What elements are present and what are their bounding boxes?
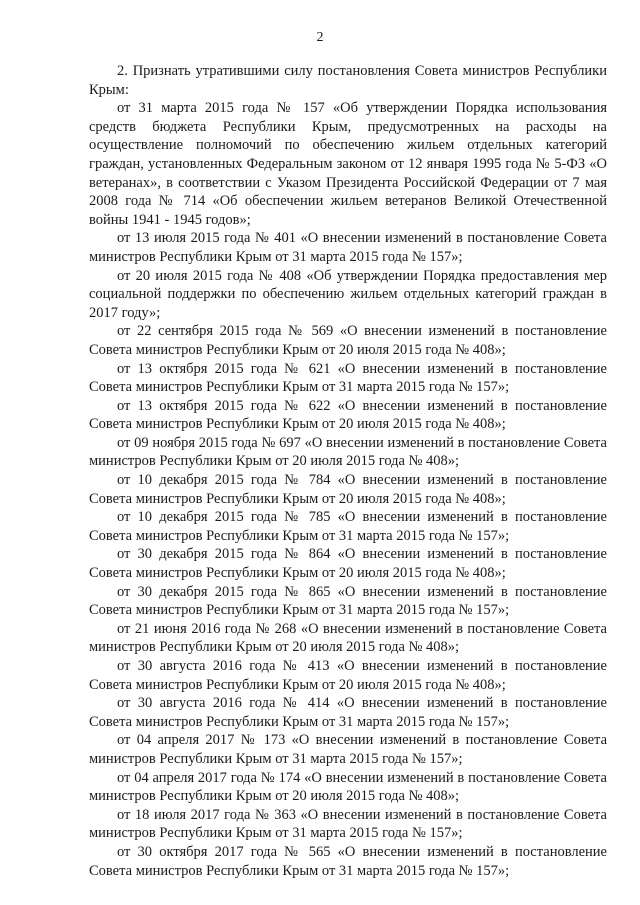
paragraph-resolution-363: от 18 июля 2017 года № 363 «О внесении изменений в постановление Совета министров Республики Крым от 31 марта 2015 года № 157»; [89,806,607,842]
paragraph-resolution-785: от 10 декабря 2015 года № 785 «О внесении изменений в постановление Совета министров Республики Крым от 31 марта 2015 года № 157»; [89,509,607,544]
paragraph-resolution-621: от 13 октября 2015 года № 621 «О внесении изменений в постановление Совета министров Республики Крым от 31 марта 2015 года № 157»; [89,360,607,396]
paragraph-resolution-784: от 10 декабря 2015 года № 784 «О внесении изменений в постановление Совета министров Республики Крым от 20 июля 2015 года № 408»; [89,472,607,507]
paragraph-clause-2: 2. Признать утратившими силу постановления Совета министров Республики Крым: [89,63,607,98]
paragraph-resolution-401: от 13 июля 2015 года № 401 «О внесении изменений в постановление Совета министров Республики Крым от 31 марта 2015 года № 157»; [89,230,607,265]
paragraph-resolution-622: от 13 октября 2015 года № 622 «О внесении изменений в постановление Совета министров Республики Крым от 20 июля 2015 года № 408»; [89,397,607,433]
paragraph-resolution-173: от 04 апреля 2017 № 173 «О внесении изменений в постановление Совета министров Республики Крым от 31 марта 2015 года № 157»; [89,732,607,767]
paragraph-resolution-413: от 30 августа 2016 года № 413 «О внесении изменений в постановление Совета министров Республики Крым от 20 июля 2015 года № 408»; [89,658,607,693]
paragraph-resolution-569: от 22 сентября 2015 года № 569 «О внесении изменений в постановление Совета министров Республики Крым от 20 июля 2015 года № 408»; [89,323,607,358]
paragraph-resolution-414: от 30 августа 2016 года № 414 «О внесении изменений в постановление Совета министров Республики Крым от 31 марта 2015 года № 157»; [89,695,607,730]
page-number: 2 [316,30,324,45]
paragraph-resolution-408: от 20 июля 2015 года № 408 «Об утверждении Порядка предоставления мер социальной поддержки по обеспечению жильем отдельных категорий граждан в 2017 году»; [89,267,607,321]
paragraph-resolution-565: от 30 октября 2017 года № 565 «О внесении изменений в постановление Совета министров Республики Крым от 31 марта 2015 года № 157»; [89,843,607,879]
paragraph-resolution-865: от 30 декабря 2015 года № 865 «О внесении изменений в постановление Совета министров Республики Крым от 31 марта 2015 года № 157»; [89,583,607,619]
paragraph-resolution-157: от 31 марта 2015 года № 157 «Об утверждении Порядка использования средств бюджета Республики Крым, предусмотренных на расходы на осуществление полномочий по обеспечению жильем отдельных категорий граждан, установленных Федеральным законом от 12 января 1995 года № 5-ФЗ «О ветеранах», в соответствии с Указом Президента Российской Федерации от 7 мая 2008 года № 714 «Об обеспечении жильем ветеранов Великой Отечественной войны 1941 - 1945 годов»; [89,100,607,228]
paragraph-resolution-268: от 21 июня 2016 года № 268 «О внесении изменений в постановление Совета министров Республики Крым от 20 июля 2015 года № 408»; [89,620,607,656]
paragraph-resolution-174: от 04 апреля 2017 года № 174 «О внесении изменений в постановление Совета министров Республики Крым от 20 июля 2015 года № 408»; [89,769,607,805]
paragraph-resolution-697: от 09 ноября 2015 года № 697 «О внесении изменений в постановление Совета министров Республики Крым от 20 июля 2015 года № 408»; [89,434,607,470]
document-body [89,62,607,880]
paragraph-resolution-864: от 30 декабря 2015 года № 864 «О внесении изменений в постановление Совета министров Республики Крым от 20 июля 2015 года № 408»; [89,546,607,582]
